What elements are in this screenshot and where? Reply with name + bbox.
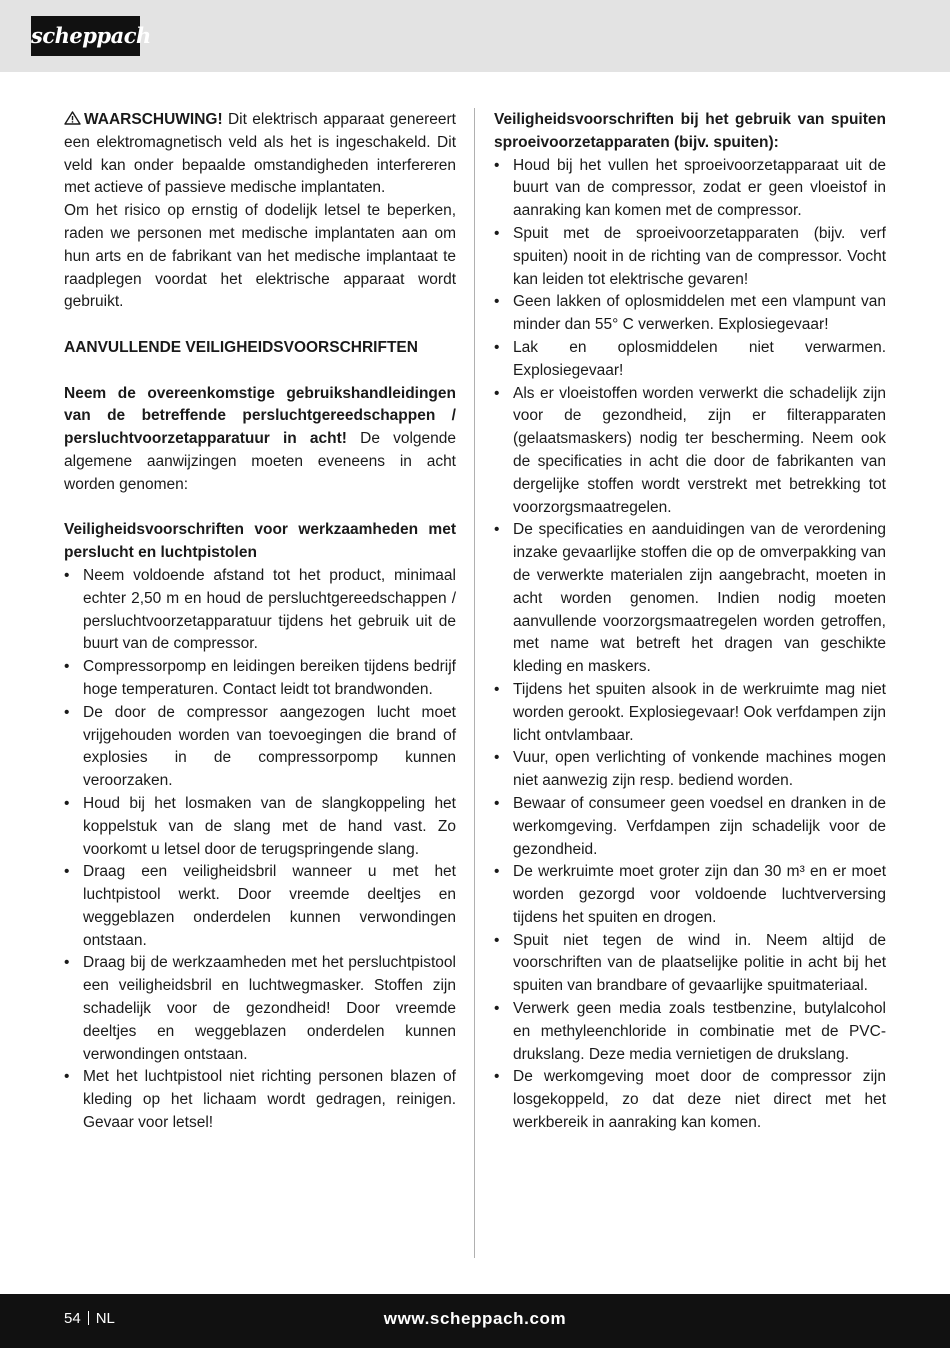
list-item: • Verwerk geen media zoals testbenzine, butylalcohol en methyleenchloride in combinatie met de PVC-drukslang. Deze media vernietigen de drukslang. [494, 998, 886, 1066]
list-item: • De werkomgeving moet door de compressor zijn losgekoppeld, zo dat deze niet direct met het werkbereik in aanraking kan komen. [494, 1066, 886, 1134]
website-link[interactable]: www.scheppach.com [383, 1309, 567, 1328]
warning-title: WAARSCHUWING! [84, 111, 223, 128]
warning-paragraph [64, 109, 456, 200]
list-item: • Geen lakken of oplosmiddelen met een vlampunt van minder dan 55° C verwerken. Explosiegevaar! [494, 291, 886, 337]
list-item: • De specificaties en aanduidingen van de verordening inzake gevaarlijke stoffen die op de omverpakking van de verwerkte materialen zijn aangebracht, moeten in acht worden genomen. Indien nodig moeten aanvullende voorzorgsmaatregelen worden getroffen, met name wat betreft het dragen van geschikte kleding en maskers. [494, 519, 886, 679]
list-item: • Spuit niet tegen de wind in. Neem altijd de voorschriften van de plaatselijke politie in acht bij het spuiten van brandbare of gevaarlijke spuitmateriaal. [494, 930, 886, 998]
list-item: • Houd bij het vullen het sproeivoorzetapparaat uit de buurt van de compressor, zodat er geen vloeistof in aanraking kan komen met de compressor. [494, 155, 886, 223]
warning-text: Dit elektrisch apparaat genereert een elektromagnetisch veld als het is ingeschakeld. Dit veld kan onder bepaalde omstandigheden interfereren met actieve of passieve medische implantaten. [64, 111, 456, 197]
spuiten-subheading: Veiligheidsvoorschriften bij het gebruik van spuiten sproeivoorzetapparaten (bijv. spuiten): [494, 111, 886, 151]
list-item: • Draag bij de werkzaamheden met het persluchtpistool een veiligheidsbril en luchtwegmasker. Stoffen zijn schadelijk voor de gezondheid! Door vreemde deeltjes en weggeblazen onderdelen kunnen verwondingen ontstaan. [64, 952, 456, 1066]
perslucht-bullet-list [64, 565, 456, 1135]
list-item: • Vuur, open verlichting of vonkende machines mogen niet aanwezig zijn resp. bediend worden. [494, 747, 886, 793]
list-item: • Spuit met de sproeivoorzetapparaten (bijv. verf spuiten) nooit in de richting van de compressor. Vocht kan leiden tot elektrische gevaren! [494, 223, 886, 291]
list-item: • Compressorpomp en leidingen bereiken tijdens bedrijf hoge temperaturen. Contact leidt tot brandwonden. [64, 656, 456, 702]
risk-paragraph: Om het risico op ernstig of dodelijk letsel te beperken, raden we personen met medische implantaten aan om hun arts en de fabrikant van het medische implantaat te raadplegen voordat het elektrische apparaat wordt gebruikt. [64, 202, 456, 311]
warning-triangle-icon [64, 111, 81, 125]
list-item: • Houd bij het losmaken van de slangkoppeling het koppelstuk van de slang met de hand vast. Zo voorkomt u letsel door de terugspringende slang. [64, 793, 456, 861]
page-footer [0, 1294, 950, 1348]
list-item: • Lak en oplosmiddelen niet verwarmen. Explosiegevaar! [494, 337, 886, 383]
page-number: 54 [64, 1310, 81, 1327]
list-item: • Als er vloeistoffen worden verwerkt die schadelijk zijn voor de gezondheid, zijn er filterapparaten (gelaatsmaskers) nodig ter bescherming. Neem ook de specificaties in acht die door de fabrikanten van dergelijke stoffen wordt verstrekt met betrekking tot voorzorgsmaatregelen. [494, 383, 886, 520]
left-column [64, 109, 456, 1135]
list-item: • Neem voldoende afstand tot het product, minimaal echter 2,50 m en houd de persluchtgereedschappen / persluchtvoorzetapparatuur tijdens het gebruik uit de buurt van de compressor. [64, 565, 456, 656]
list-item: • Draag een veiligheidsbril wanneer u met het luchtpistool werkt. Door vreemde deeltjes en weggeblazen onderdelen kunnen verwondingen ontstaan. [64, 861, 456, 952]
intro-bold-text: Neem de overeenkomstige gebruikshandleidingen van de betreffende persluchtgereedschappen / persluchtvoorzetapparatuur in acht! [64, 384, 456, 448]
page-header [0, 0, 950, 72]
perslucht-subheading: Veiligheidsvoorschriften voor werkzaamheden met perslucht en luchtpistolen [64, 521, 456, 562]
list-item: • De door de compressor aangezogen lucht moet vrijgehouden worden van toevoegingen die brand of explosies in de compressorpomp kunnen veroorzaken. [64, 702, 456, 793]
right-column [494, 109, 886, 1135]
spuiten-bullet-list [494, 155, 886, 1135]
list-item: • De werkruimte moet groter zijn dan 30 m³ en er moet worden gezorgd voor voldoende luchtverversing tijdens het spuiten en drogen. [494, 861, 886, 929]
list-item: • Bewaar of consumeer geen voedsel en dranken in de werkomgeving. Verfdampen zijn schadelijk voor de gezondheid. [494, 793, 886, 861]
list-item: • Tijdens het spuiten alsook in de werkruimte mag niet worden gerookt. Explosiegevaar! Ook verfdampen zijn licht ontvlambaar. [494, 679, 886, 747]
intro-paragraph [64, 383, 456, 497]
intro-text: De volgende algemene aanwijzingen moeten eveneens in acht worden genomen: [64, 430, 457, 493]
language-code: NL [95, 1310, 115, 1327]
list-item: • Met het luchtpistool niet richting personen blazen of kleding op het lichaam wordt gedragen, reinigen. Gevaar voor letsel! [64, 1066, 456, 1134]
column-divider [474, 108, 475, 1258]
scheppach-logo: scheppach [31, 16, 140, 56]
section-heading: AANVULLENDE VEILIGHEIDSVOORSCHRIFTEN [64, 338, 418, 356]
